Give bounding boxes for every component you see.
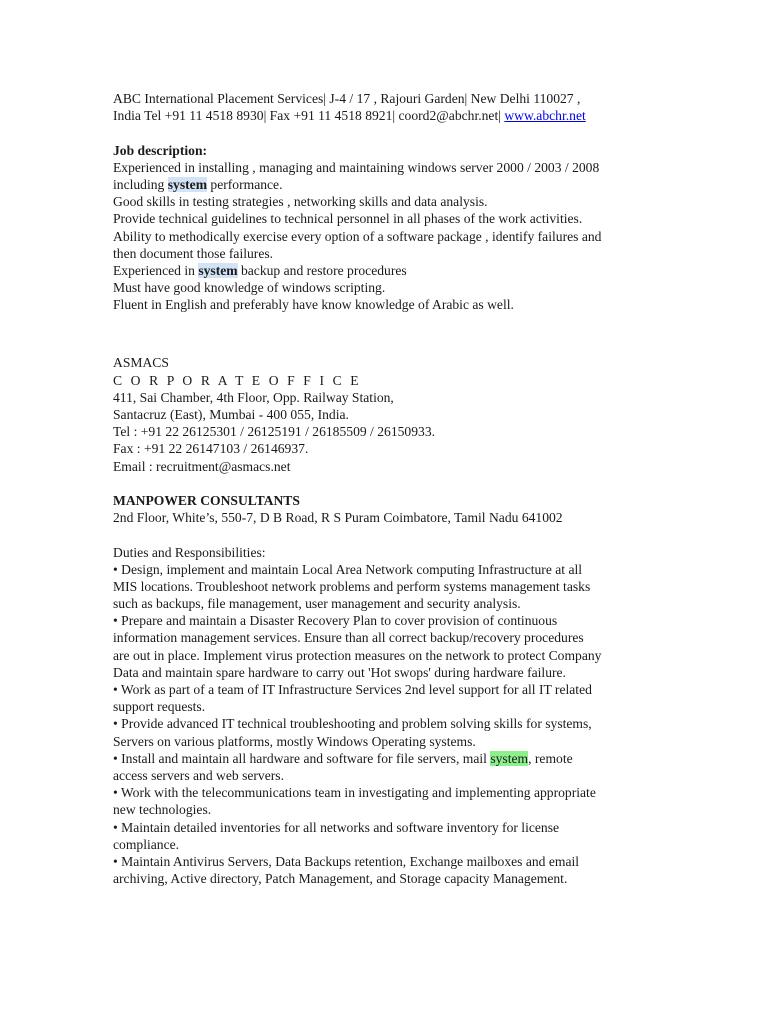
duties-line-7: Data and maintain spare hardware to carry out 'Hot swops' during hardware failure. [113, 664, 566, 680]
duties-line-17: • Maintain Antivirus Servers, Data Backups retention, Exchange mailboxes and email [113, 853, 580, 869]
manpower-heading: MANPOWER CONSULTANTS [113, 492, 300, 508]
asmacs-fax: Fax : +91 22 26147103 / 26146937. [113, 441, 309, 457]
job-line-including [113, 176, 658, 193]
duties-line-10: • Provide advanced IT technical troubleshooting and problem solving skills for systems, [113, 716, 592, 732]
manpower-address: 2nd Floor, White’s, 550-7, D B Road, R S Puram Coimbatore, Tamil Nadu 641002 [113, 510, 563, 526]
job-line-5: then document those failures. [113, 245, 274, 261]
highlight-system-1: system [167, 176, 208, 192]
abc-address-line-2 [113, 107, 658, 124]
duties-line-5: information management services. Ensure than all correct backup/recovery procedures [113, 630, 584, 646]
job-description-heading: Job description: [113, 142, 208, 158]
duties-heading: Duties and Responsibilities: [113, 544, 266, 560]
job-line-4: Ability to methodically exercise every option of a software package , identify failures and [113, 228, 602, 244]
asmacs-email: Email : recruitment@asmacs.net [113, 458, 291, 474]
job-line-2: Good skills in testing strategies , networking skills and data analysis. [113, 194, 488, 210]
duties-line-4: • Prepare and maintain a Disaster Recovery Plan to cover provision of continuous [113, 613, 558, 629]
job-line-backup [113, 262, 658, 279]
job-line-1: Experienced in installing , managing and maintaining windows server 2000 / 2003 / 2008 [113, 159, 600, 175]
duties-line-2: MIS locations. Troubleshoot network problems and perform systems management tasks [113, 578, 591, 594]
backup-post: backup and restore procedures [237, 262, 407, 278]
duties-line-3: such as backups, file management, user management and security analysis. [113, 596, 521, 612]
duties-line-18: archiving, Active directory, Patch Management, and Storage capacity Management. [113, 871, 568, 887]
abc-website-link[interactable]: www.abchr.net [504, 108, 586, 124]
duties-line-mail [113, 750, 658, 767]
duties-line-12: access servers and web servers. [113, 767, 284, 783]
duties-line-8: • Work as part of a team of IT Infrastructure Services 2nd level support for all IT related [113, 682, 592, 697]
abc-address-line-1: ABC International Placement Services| J-4 / 17 , Rajouri Garden| New Delhi 110027 , [113, 91, 581, 106]
mail-pre: • Install and maintain all hardware and software for file servers, mail [113, 750, 491, 766]
duties-line-9: support requests. [113, 699, 206, 715]
duties-line-6: are out in place. Implement virus protection measures on the network to protect Company [113, 647, 602, 663]
mail-post: , remote [528, 750, 573, 766]
highlight-system-3: system [490, 750, 529, 766]
duties-line-16: compliance. [113, 836, 180, 852]
duties-line-1: • Design, implement and maintain Local Area Network computing Infrastructure at all [113, 561, 583, 577]
asmacs-address-2: Santacruz (East), Mumbai - 400 055, India. [113, 407, 349, 422]
duties-line-13: • Work with the telecommunications team in investigating and implementing appropriate [113, 785, 596, 801]
including-pre: including [113, 176, 168, 192]
asmacs-address-1: 411, Sai Chamber, 4th Floor, Opp. Railway Station, [113, 389, 394, 405]
asmacs-name: ASMACS [113, 355, 169, 371]
job-line-7: Fluent in English and preferably have know knowledge of Arabic as well. [113, 297, 514, 313]
highlight-system-2: system [198, 262, 238, 278]
including-post: performance. [207, 176, 283, 192]
asmacs-office: C O R P O R A T E O F F I C E [113, 372, 362, 388]
asmacs-tel: Tel : +91 22 26125301 / 26125191 / 26185509 / 26150933. [113, 424, 436, 440]
duties-line-14: new technologies. [113, 802, 212, 818]
job-line-3: Provide technical guidelines to technical personnel in all phases of the work activities. [113, 211, 583, 227]
duties-line-15: • Maintain detailed inventories for all networks and software inventory for license [113, 819, 560, 835]
document-page [113, 90, 658, 887]
abc-contact-text: India Tel +91 11 4518 8930| Fax +91 11 4518 8921| coord2@abchr.net| [113, 108, 505, 124]
duties-line-11: Servers on various platforms, mostly Windows Operating systems. [113, 733, 476, 749]
job-line-6: Must have good knowledge of windows scripting. [113, 280, 386, 296]
backup-pre: Experienced in [113, 262, 199, 278]
